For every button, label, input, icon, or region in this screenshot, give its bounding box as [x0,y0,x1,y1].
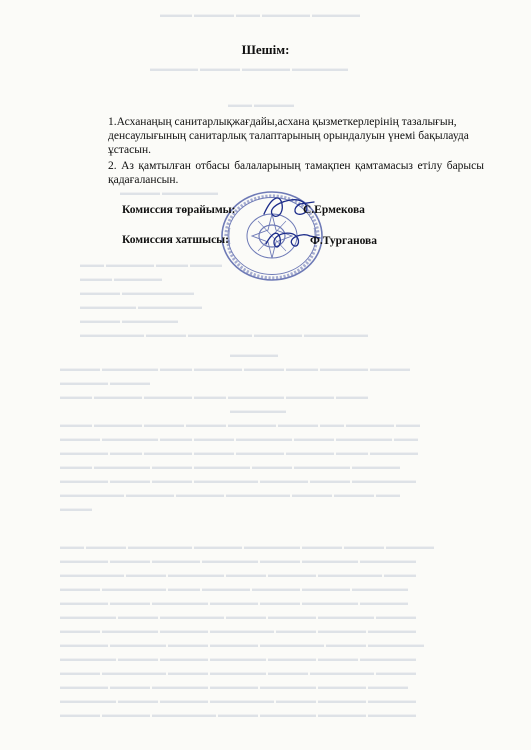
decision-heading: Шешім: [241,42,290,57]
reverse-side-bleed-through: ▬▬▬▬ ▬▬▬▬▬ ▬▬▬ ▬▬▬▬▬▬ ▬▬▬▬▬▬ ▬▬▬▬▬▬ ▬▬▬▬▬ ▬▬▬▬▬▬ ▬▬▬▬▬▬▬ ▬▬▬ ▬▬▬▬▬ ▬▬▬▬▬ ▬▬▬▬▬▬▬ ▬▬▬ ▬▬▬▬▬▬ ▬▬▬▬ ▬▬▬▬ ▬▬▬▬ ▬▬▬▬▬▬ ▬▬▬▬▬ ▬▬▬▬▬▬▬▬▬ ▬▬▬▬▬▬▬ ▬▬▬▬▬▬▬▬ ▬▬▬▬▬ ▬▬▬▬▬▬▬ ▬▬▬▬▬▬▬▬ ▬▬▬▬▬ ▬▬▬▬▬▬▬▬ ▬▬▬▬▬▬ ▬▬▬▬▬▬▬▬ ▬▬▬▬▬▬ ▬▬▬▬▬ ▬▬▬▬▬▬▬ ▬▬▬▬ ▬▬▬▬▬▬ ▬▬▬▬▬ ▬▬▬▬ ▬▬▬▬▬▬ ▬▬▬▬▬ ▬▬▬▬▬▬ ▬▬▬▬▬ ▬▬▬▬ ▬▬▬▬▬▬ ▬▬▬▬▬▬ ▬▬▬▬ ▬▬▬▬▬▬▬ ▬▬▬▬▬▬ ▬▬▬▬ ▬▬▬▬▬▬▬ ▬▬▬▬ ▬▬▬▬▬▬ ▬▬▬▬▬ ▬▬▬▬▬ ▬▬▬▬▬▬ ▬▬▬▬▬ ▬▬▬ ▬▬▬▬▬▬ ▬▬▬ ▬▬▬▬▬ ▬▬▬▬▬▬▬ ▬▬▬▬ ▬▬▬▬▬ ▬▬▬▬▬▬▬ ▬▬▬▬▬ ▬▬▬▬▬▬▬ ▬▬▬ ▬▬▬▬▬▬ ▬▬▬▬ ▬▬▬▬▬▬ ▬▬▬▬▬ ▬▬▬▬▬▬ ▬▬▬▬▬▬ ▬▬▬▬ ▬▬▬▬▬▬ ▬▬▬▬ ▬▬▬▬▬▬▬ ▬▬▬▬▬ ▬▬▬▬▬▬▬ ▬▬▬▬▬ ▬▬▬▬▬▬▬ ▬▬▬▬▬▬ ▬▬▬▬▬▬ ▬▬▬▬▬ ▬▬▬▬▬ ▬▬▬▬▬▬▬▬ ▬▬▬▬▬▬ ▬▬▬▬▬ ▬▬▬▬▬▬▬▬ ▬▬▬▬▬▬▬▬ ▬▬▬▬▬▬ ▬▬▬▬▬▬ ▬▬▬▬▬▬▬▬ ▬▬▬▬▬ ▬▬▬▬▬ ▬▬▬ ▬▬▬▬ ▬▬▬ ▬▬▬▬▬ ▬▬▬▬▬▬▬▬ ▬▬▬▬▬▬ ▬▬▬▬▬▬▬ ▬▬▬▬▬ ▬▬▬▬▬ ▬▬▬▬▬▬ ▬▬▬▬▬▬ ▬▬▬▬▬ ▬▬▬▬▬▬ ▬▬▬▬▬▬▬ ▬▬▬▬▬ ▬▬▬▬▬▬▬ ▬▬▬▬▬▬▬ ▬▬▬▬▬▬▬▬ ▬▬▬▬▬ ▬▬▬▬▬▬▬ ▬▬▬▬▬ ▬▬▬▬▬▬ ▬▬▬▬▬▬▬▬ ▬▬▬▬ ▬▬▬▬▬ ▬▬▬▬▬▬▬▬ ▬▬▬▬ ▬▬▬▬▬▬ ▬▬▬▬▬▬ ▬▬▬▬▬▬ ▬▬▬▬▬▬▬ ▬▬▬▬▬▬ ▬▬▬▬▬ ▬▬▬▬▬▬▬ ▬▬▬▬▬▬ ▬▬▬▬▬ ▬▬▬▬▬▬▬ ▬▬▬▬▬▬ ▬▬▬▬▬▬▬ ▬▬▬▬▬ ▬▬▬▬▬▬▬▬ ▬▬▬▬▬ ▬▬▬▬▬▬ ▬▬▬▬▬▬▬ ▬▬▬▬▬ ▬▬▬▬▬ ▬▬▬▬▬▬▬ ▬▬▬▬▬▬ ▬▬▬▬▬▬▬▬ ▬▬▬▬▬ ▬▬▬▬▬▬ ▬▬▬▬▬▬ ▬▬▬▬▬▬ ▬▬▬▬▬▬▬ ▬▬▬▬▬ ▬▬▬▬▬▬ ▬▬▬▬▬▬▬▬ ▬▬▬▬▬ ▬▬▬▬▬▬▬ ▬▬▬▬▬▬▬ ▬▬▬▬▬ ▬▬▬▬▬▬ ▬▬▬▬▬▬▬ ▬▬▬▬▬▬ ▬▬▬▬▬ ▬▬▬▬▬▬▬ ▬▬▬▬▬ ▬▬▬▬▬▬▬▬ ▬▬▬▬▬ ▬▬▬▬▬▬▬ ▬▬▬▬▬ ▬▬▬▬▬▬▬▬ ▬▬▬▬▬ ▬▬▬▬▬▬ ▬▬▬▬▬ ▬▬▬▬▬▬▬ ▬▬▬▬▬▬ ▬▬▬▬▬▬▬ ▬▬▬▬▬▬ ▬▬▬▬▬ ▬▬▬▬▬▬▬ ▬▬▬▬▬ ▬▬▬▬▬▬ ▬▬▬▬▬▬▬▬ ▬▬▬▬▬ ▬▬▬▬▬▬ ▬▬▬▬▬▬ ▬▬▬▬▬ ▬▬▬▬▬▬ ▬▬▬▬▬▬▬▬ ▬▬▬▬▬ ▬▬▬▬▬▬▬ ▬▬▬▬▬▬ ▬▬▬▬▬▬ [60,10,434,719]
decision-item-2: 2. Аз қамтылған отбасы балаларының тамақпен қамтамасыз етілу барысы қадағалансын. [108,160,484,186]
decision-item-1: 1.Асханаңың санитарлықжағдайы,асхана қызметкерлерінің тазалығын, денсаулығының санитарлық талаптарының орындалуын үнемі бақылауда ұстасын. [108,116,469,156]
chair-name: С.Ермекова [303,204,365,216]
secretary-name: Ф.Турганова [310,235,378,247]
chair-label: Комиссия төрайымы: [122,204,236,216]
secretary-label: Комиссия хатшысы: [122,234,229,246]
